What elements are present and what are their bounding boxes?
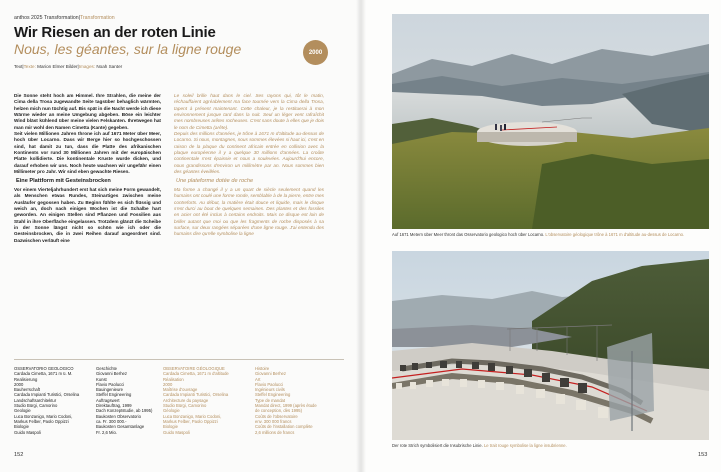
article-title-de: Wir Riesen an der roten Linie xyxy=(14,24,216,41)
fact-line: Histoire xyxy=(255,366,270,371)
fact-line: 2,6 millions de francs xyxy=(255,429,295,435)
article-title-fr: Nous, les géantes, sur la ligne rouge xyxy=(14,41,242,57)
project-facts-fr-1 xyxy=(163,366,229,435)
fact-line: Fr. 2,6 Mio. xyxy=(96,429,117,435)
fact-line: Studio Bürgi, Camorino xyxy=(14,403,58,409)
fact-line: 2000 xyxy=(163,381,173,387)
credits-image-label-fr: Images: xyxy=(78,64,96,69)
fact-line: Type de mandat xyxy=(255,397,286,403)
fact-line: de conception, dès 1995) xyxy=(255,408,303,414)
running-header xyxy=(14,15,115,21)
fact-line: Bauingenieure xyxy=(96,387,124,393)
paragraph-fr-1: Le soleil brille haut dans le ciel. Ses rayons qui, tôt le matin, réchauffaient agréablement ma face tournée vers la Cima della Trosa, tapent à présent maintenant. Cette chaleur, je la restituerai à mon environnement jusque tard dans la nuit. Seul un léger vent rafraîchit mes nombreuses arêtes rocheuses. C'est sans doute à elles que je dois le nom de Cimetta (arête). xyxy=(174,93,324,130)
article-credits xyxy=(14,64,122,69)
fact-line: Ingénieurs civils xyxy=(255,387,285,393)
caption-text-fr: Le trait rouge symbolise la ligne insubrienne. xyxy=(483,443,567,448)
fact-line: Cardada Cimetta, 1671 m d'altitude xyxy=(163,371,229,377)
fact-line: Cardada Cimetta, 1671 m ü. M. xyxy=(14,371,73,377)
fact-line: Geologie xyxy=(14,408,31,414)
fact-line: Geschichte xyxy=(96,366,117,371)
fact-line: Direktauftrag, 1999 xyxy=(96,403,132,409)
caption-text-de: Der rote Strich symbolisiert die Insubrische Linie. xyxy=(392,443,483,448)
fact-line: Architecture du paysage xyxy=(163,397,209,403)
fact-line: Guido Maspoli xyxy=(14,429,41,435)
fact-line: Auftragswert xyxy=(96,397,120,403)
fact-line: Art xyxy=(255,376,261,382)
paragraph-de-3: Vor einem Vierteljahrhundert erst hat sich meine Form gewandelt, als Menschen etwas Rundes, Steinartiges zwischen meine Ausläufer gegossen haben. Zu Beginn fühlte es sich flüssig und weich an, doch nach einigen Wochen ist die Schalbe hart geworden. An einigen Stellen sind Pflanzen und Fossilien aus Stahl in ihre Oberfläche eingelassen. Trotzdem glänzt die Scheibe in der Sonne längst nicht so schön wie ich oder die Gesteinsbrocken, die in zwei Reihen darauf angeordnet sind. Dazwischen verläuft eine xyxy=(14,186,161,243)
page-gutter xyxy=(356,0,366,472)
credits-image-label: Bilder| xyxy=(65,64,79,69)
magazine-issue: anthos 2025 xyxy=(14,15,43,21)
credits-text-label-fr: Texte: xyxy=(23,64,36,69)
year-badge: 2000 xyxy=(303,40,328,65)
photo-red-line-platform xyxy=(392,251,709,440)
fact-line: Landschaftsarchitektur xyxy=(14,397,57,403)
page-number-left: 152 xyxy=(14,452,24,458)
fact-line: Baukosten Observatorio xyxy=(96,413,141,419)
facts-divider xyxy=(14,359,344,360)
fact-line: OSSERVATORIO GEOLOGICO xyxy=(14,366,74,371)
fact-line: env. 300 000 francs xyxy=(255,418,292,424)
body-column-fr xyxy=(174,93,324,348)
fact-line: Giovanni Berhez xyxy=(255,371,286,377)
fact-line: Steffel Engineering xyxy=(255,392,291,398)
paragraph-de-1: Die Sonne steht hoch am Himmel. Ihre Strahlen, die meine der Cima della Trosa zugewandte Seite tagsüber behaglich wärmten, helzen mich nun tüchtig auf. Bis spät in die Nacht werde ich diese Wärme wieder an meine Umgebung abgeben. Böse ein leichter Wind bläst kühlend über meine vielen Felskanten. Ihretwegen hat man mir wohl den Namen Cimetta (Kante) gegeben. xyxy=(14,93,161,130)
fact-line: Cardada Impianti Turistici, Orselina xyxy=(163,392,229,398)
fact-line: 2000 xyxy=(14,381,24,387)
paragraph-fr-2: Depuis des millions d'années, je trône à 1671 m d'altitude au-dessus de Locarno. Si nous, montagnes, nous sommes élevées si haut ici, c'est en raison de la plaque du continent africain entrée en collision avec la plaque européenne il y a quelque 30 millions d'années. La croûte continentale s'est épaissie et nous a soulevées. Aujourd'hui encore, nous grandissons d'environ un millimètre par an. Nous sommes bien des géantes éveillées. xyxy=(174,131,324,175)
caption-text-fr: L'observatoire géologique trône à 1671 m d'altitude au-dessus de Locarno. xyxy=(545,232,685,237)
paragraph-fr-3: Ma forme a changé il y a un quart de siècle seulement quand les humains ont coulé une forme ronde, semblable à de la pierre, entre mes contreforts. Au début, la matière était douce et liquide, mais le disque s'est durci au bout de quelques semaines. Des plantes et des fossiles en acier ont été inclus à certains endroits. Mais ce disque est loin de briller autant que moi ou que les fragments de roche disposés à sa surface, sur deux rangées séparées d'une ligne rouge. J'ai entendu des humains dire qu'elle symbolise la ligne xyxy=(174,186,324,237)
section-name: Transformation| xyxy=(43,15,80,21)
fact-line: Réalisation xyxy=(163,376,184,382)
fact-line: ca. Fr. 300 000.- xyxy=(96,418,127,424)
fact-line: Coûts de l'observatoire xyxy=(255,413,298,419)
fact-line: Kunst xyxy=(96,376,107,382)
photo-caption-1 xyxy=(392,232,684,237)
subheading-de: Eine Plattform mit Gesteinsbrocken xyxy=(16,178,111,185)
fact-line: Biologie xyxy=(14,424,29,430)
fact-line: Giovanni Berhez xyxy=(96,371,127,377)
photo-caption-2 xyxy=(392,443,567,448)
fact-line: Biologie xyxy=(163,424,178,430)
photo-observatory-lake-view xyxy=(392,14,709,229)
fact-line: Guido Maspoli xyxy=(163,429,190,435)
fact-line: Baukosten Gesamtanlage xyxy=(96,424,145,430)
fact-line: Cardada Impianti Turistici, Orselina xyxy=(14,392,80,398)
project-facts-fr-2 xyxy=(255,366,317,435)
fact-line: Luca Bonzanigo, Mario Codoni, xyxy=(14,413,73,419)
fact-line: Steffel Engineering xyxy=(96,392,132,398)
fact-line: Mandat direct, 1999 (après étude xyxy=(255,403,317,409)
fact-line: Flavio Paolucci xyxy=(255,381,284,387)
paragraph-de-2: Seit vielen Millionen Jahren throne ich auf 1671 Meter über Meer, hoch über Locarno. Dass wir Berge hier so hochgeschossen sind, hat damit zu tun, dass die Platte des afrikanischen Kontinents vor rund 30 Millionen Jahren mit der europäischen Platte kollidierte. Die kontinentale Kruste wurde dicken, und darauf erhoben wir uns. Noch heute wachsen wir ungefähr einen Millimeter pro Jahr. Wir sind eben gewachte Riesen. xyxy=(14,131,161,175)
credits-text-label: Text| xyxy=(14,64,24,69)
page-number-right: 153 xyxy=(698,452,708,458)
section-name-fr: Transformation xyxy=(79,15,115,21)
project-facts-de-2 xyxy=(96,366,152,435)
fact-line: Géologie xyxy=(163,408,180,414)
body-column-de xyxy=(14,93,161,348)
photographer-name: Noah Santer xyxy=(96,64,123,69)
fact-line: Markus Felber, Paolo Oppizzi xyxy=(163,418,218,424)
fact-line: Realisierung xyxy=(14,376,38,382)
fact-line: Coûts de l'installation complète xyxy=(255,424,313,430)
fact-line: Bauherrschaft xyxy=(14,387,41,393)
subheading-fr: Une plateforme dotée de roche xyxy=(176,178,254,185)
fact-line: Studio Bürgi, Camorino xyxy=(163,403,207,409)
author-name: Marion Elmer xyxy=(37,64,65,69)
fact-line: Maîtrise d'ouvrage xyxy=(163,387,198,393)
fact-line: Luca Bonzanigo, Mario Codoni, xyxy=(163,413,222,419)
fact-line: OBSERVATOIRE GÉOLOGIQUE xyxy=(163,366,225,371)
fact-line: Markus Felber, Paolo Oppizzi xyxy=(14,418,69,424)
caption-text-de: Auf 1671 Metern über Meer thront das Osservatorio geologico hoch über Locarno. xyxy=(392,232,545,237)
fact-line: Flavio Paolucci xyxy=(96,381,125,387)
fact-line: Dach Konzeptstudie, ab 1995) xyxy=(96,408,153,414)
project-facts-de-1 xyxy=(14,366,79,435)
